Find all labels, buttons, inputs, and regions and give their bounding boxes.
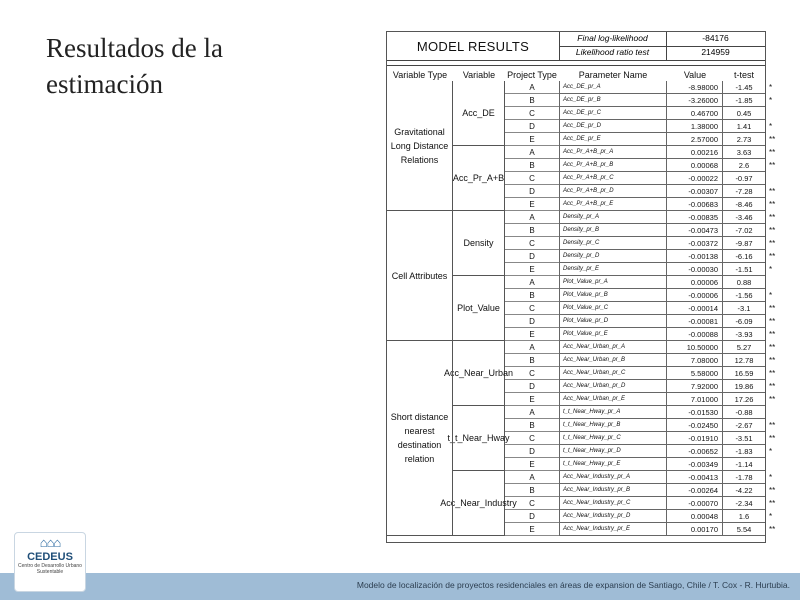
variable-cell: Acc_Near_Industry [453, 471, 505, 536]
t-test-cell: -7.28 [723, 185, 765, 198]
significance-mark: ** [769, 148, 776, 157]
parameter-name-cell: t_t_Near_Hway_pr_B [559, 419, 667, 432]
parameter-name-cell: Density_pr_E [559, 263, 667, 276]
t-test-cell: -1.51 [723, 263, 765, 276]
value-cell: -0.00683 [667, 198, 723, 211]
t-test-cell: -4.22 [723, 484, 765, 497]
project-type-cell: D [505, 120, 559, 133]
project-type-cell: C [505, 432, 559, 445]
t-test-cell: -3.1 [723, 302, 765, 315]
value-cell: -0.00081 [667, 315, 723, 328]
project-type-cell: D [505, 185, 559, 198]
project-type-cell: E [505, 328, 559, 341]
significance-mark: ** [769, 304, 776, 313]
significance-mark: ** [769, 200, 776, 209]
t-test-cell: 0.45 [723, 107, 765, 120]
parameter-name-cell: t_t_Near_Hway_pr_E [559, 458, 667, 471]
project-type-cell: C [505, 107, 559, 120]
t-test-cell: -0.97 [723, 172, 765, 185]
value-cell: 5.58000 [667, 367, 723, 380]
value-cell: 10.50000 [667, 341, 723, 354]
significance-mark: ** [769, 434, 776, 443]
model-results-table [386, 31, 776, 543]
slide-title-line-2: estimación [46, 69, 163, 99]
col-variable: Variable [462, 70, 496, 80]
project-type-cell: A [505, 81, 559, 94]
col-variable-type: Variable Type [392, 70, 448, 80]
value-cell: -0.00413 [667, 471, 723, 484]
value-cell: -0.00835 [667, 211, 723, 224]
value-cell: -0.00307 [667, 185, 723, 198]
t-test-cell: 5.27 [723, 341, 765, 354]
stat-value: 214959 [701, 47, 730, 57]
project-type-cell: D [505, 510, 559, 523]
significance-mark: ** [769, 252, 776, 261]
project-type-cell: B [505, 289, 559, 302]
t-test-cell: -1.83 [723, 445, 765, 458]
stat-row-loglik [559, 32, 765, 47]
t-test-cell: 19.86 [723, 380, 765, 393]
t-test-cell: 2.73 [723, 133, 765, 146]
parameter-name-cell: Acc_Near_Urban_pr_E [559, 393, 667, 406]
slide-title-line-1: Resultados de la [46, 33, 223, 63]
footer-band [0, 573, 800, 600]
t-test-cell: 1.41 [723, 120, 765, 133]
project-type-cell: B [505, 94, 559, 107]
value-cell: 7.01000 [667, 393, 723, 406]
col-value: Value [683, 70, 707, 80]
project-type-cell: D [505, 380, 559, 393]
significance-mark: ** [769, 226, 776, 235]
parameter-name-cell: t_t_Near_Hway_pr_D [559, 445, 667, 458]
logo-subtitle: Centro de Desarrollo Urbano Sustentable [18, 563, 82, 575]
parameter-name-cell: Density_pr_A [559, 211, 667, 224]
value-cell: 0.00216 [667, 146, 723, 159]
significance-mark: * [769, 96, 773, 105]
parameter-name-cell: t_t_Near_Hway_pr_A [559, 406, 667, 419]
value-cell: -0.00473 [667, 224, 723, 237]
t-test-cell: -3.51 [723, 432, 765, 445]
parameter-name-cell: Plot_Value_pr_A [559, 276, 667, 289]
significance-mark: ** [769, 239, 776, 248]
value-cell: 0.46700 [667, 107, 723, 120]
value-cell: -0.00088 [667, 328, 723, 341]
t-test-cell: 17.26 [723, 393, 765, 406]
significance-mark: * [769, 265, 773, 274]
parameter-name-cell: Plot_Value_pr_D [559, 315, 667, 328]
significance-mark: ** [769, 161, 776, 170]
significance-mark [769, 107, 789, 120]
parameter-name-cell: Acc_Near_Urban_pr_A [559, 341, 667, 354]
t-test-cell: -6.09 [723, 315, 765, 328]
significance-mark: * [769, 291, 773, 300]
col-parameter-name: Parameter Name [578, 70, 648, 80]
value-cell: 0.00068 [667, 159, 723, 172]
project-type-cell: A [505, 471, 559, 484]
project-type-cell: C [505, 237, 559, 250]
significance-mark: * [769, 473, 773, 482]
significance-mark: * [769, 447, 773, 456]
project-type-cell: B [505, 224, 559, 237]
variable-cell: Acc_Near_Urban [453, 341, 505, 406]
project-type-cell: D [505, 250, 559, 263]
variable-cell: Acc_DE [453, 81, 505, 146]
stat-value: -84176 [702, 33, 729, 43]
value-cell: -0.00006 [667, 289, 723, 302]
stat-label: Likelihood ratio test [559, 46, 667, 60]
t-test-cell: -2.67 [723, 419, 765, 432]
significance-mark: ** [769, 330, 776, 339]
parameter-name-cell: Acc_Pr_A+B_pr_B [559, 159, 667, 172]
value-cell: -0.00349 [667, 458, 723, 471]
t-test-cell: -2.34 [723, 497, 765, 510]
project-type-cell: C [505, 172, 559, 185]
parameter-name-cell: Acc_Near_Industry_pr_B [559, 484, 667, 497]
column-headers [387, 69, 765, 81]
value-cell: -0.00652 [667, 445, 723, 458]
significance-mark: ** [769, 395, 776, 404]
project-type-cell: E [505, 523, 559, 536]
col-t-test: t-test [733, 70, 754, 80]
parameter-name-cell: Acc_Pr_A+B_pr_C [559, 172, 667, 185]
variable-type-cell: Short distance nearest destination relation [387, 341, 453, 536]
significance-mark: ** [769, 382, 776, 391]
project-type-cell: D [505, 445, 559, 458]
variable-type-cell: Gravitational Long Distance Relations [387, 81, 453, 211]
parameter-name-cell: t_t_Near_Hway_pr_C [559, 432, 667, 445]
parameter-name-cell: Acc_Near_Urban_pr_D [559, 380, 667, 393]
value-cell: 0.00048 [667, 510, 723, 523]
parameter-name-cell: Acc_Pr_A+B_pr_A [559, 146, 667, 159]
value-cell: -3.26000 [667, 94, 723, 107]
variable-type-cell: Cell Attributes [387, 211, 453, 341]
t-test-cell: -1.85 [723, 94, 765, 107]
value-cell: -8.98000 [667, 81, 723, 94]
project-type-cell: A [505, 146, 559, 159]
significance-mark: ** [769, 499, 776, 508]
parameter-name-cell: Density_pr_C [559, 237, 667, 250]
significance-mark: * [769, 122, 773, 131]
significance-mark: ** [769, 525, 776, 534]
variable-cell: Acc_Pr_A+B [453, 146, 505, 211]
project-type-cell: E [505, 263, 559, 276]
parameter-name-cell: Acc_Near_Urban_pr_B [559, 354, 667, 367]
parameter-name-cell: Density_pr_B [559, 224, 667, 237]
parameter-name-cell: Acc_DE_pr_E [559, 133, 667, 146]
t-test-cell: -0.88 [723, 406, 765, 419]
t-test-cell: 1.6 [723, 510, 765, 523]
parameter-name-cell: Plot_Value_pr_C [559, 302, 667, 315]
parameter-name-cell: Acc_DE_pr_D [559, 120, 667, 133]
value-cell: 0.00006 [667, 276, 723, 289]
t-test-cell: -1.78 [723, 471, 765, 484]
value-cell: 7.08000 [667, 354, 723, 367]
significance-mark: ** [769, 486, 776, 495]
logo-name: CEDEUS [27, 551, 73, 563]
project-type-cell: A [505, 276, 559, 289]
significance-mark: ** [769, 356, 776, 365]
significance-mark: ** [769, 187, 776, 196]
parameter-name-cell: Acc_Pr_A+B_pr_D [559, 185, 667, 198]
t-test-cell: 16.59 [723, 367, 765, 380]
results-header [387, 32, 765, 60]
significance-mark [769, 172, 789, 185]
significance-mark: * [769, 512, 773, 521]
project-type-cell: C [505, 302, 559, 315]
value-cell: -0.01910 [667, 432, 723, 445]
value-cell: -0.02450 [667, 419, 723, 432]
project-type-cell: A [505, 341, 559, 354]
value-cell: -0.00022 [667, 172, 723, 185]
t-test-cell: -1.45 [723, 81, 765, 94]
parameter-name-cell: Plot_Value_pr_E [559, 328, 667, 341]
project-type-cell: E [505, 458, 559, 471]
project-type-cell: E [505, 133, 559, 146]
parameter-name-cell: Acc_Near_Industry_pr_C [559, 497, 667, 510]
t-test-cell: 3.63 [723, 146, 765, 159]
significance-mark: ** [769, 421, 776, 430]
t-test-cell: -1.14 [723, 458, 765, 471]
cedeus-logo [14, 532, 86, 592]
value-cell: -0.00070 [667, 497, 723, 510]
project-type-cell: A [505, 211, 559, 224]
significance-mark: ** [769, 343, 776, 352]
parameter-name-cell: Acc_DE_pr_B [559, 94, 667, 107]
t-test-cell: 0.88 [723, 276, 765, 289]
t-test-cell: -9.87 [723, 237, 765, 250]
value-cell: 7.92000 [667, 380, 723, 393]
value-cell: 0.00170 [667, 523, 723, 536]
value-cell: -0.00264 [667, 484, 723, 497]
results-title: MODEL RESULTS [387, 32, 560, 60]
value-cell: -0.00030 [667, 263, 723, 276]
value-cell: -0.00138 [667, 250, 723, 263]
value-cell: -0.00372 [667, 237, 723, 250]
t-test-cell: 2.6 [723, 159, 765, 172]
t-test-cell: -6.16 [723, 250, 765, 263]
project-type-cell: B [505, 159, 559, 172]
value-cell: 1.38000 [667, 120, 723, 133]
variable-cell: Plot_Value [453, 276, 505, 341]
parameter-name-cell: Acc_Near_Industry_pr_E [559, 523, 667, 536]
significance-mark [769, 458, 789, 471]
significance-mark: ** [769, 369, 776, 378]
significance-mark: ** [769, 213, 776, 222]
project-type-cell: E [505, 198, 559, 211]
project-type-cell: B [505, 354, 559, 367]
project-type-cell: C [505, 367, 559, 380]
project-type-cell: D [505, 315, 559, 328]
t-test-cell: -1.56 [723, 289, 765, 302]
significance-mark: * [769, 83, 773, 92]
houses-icon: ⌂⌂⌂ [39, 535, 61, 550]
project-type-cell: B [505, 484, 559, 497]
significance-mark: ** [769, 317, 776, 326]
slide-title [46, 30, 223, 102]
footer-text: Modelo de localización de proyectos residenciales en áreas de expansion de Santiago, Chile / T. Cox - R. Hurtubia. [356, 580, 790, 590]
project-type-cell: C [505, 497, 559, 510]
parameter-name-cell: Plot_Value_pr_B [559, 289, 667, 302]
t-test-cell: 5.54 [723, 523, 765, 536]
significance-mark [769, 276, 789, 289]
col-project-type: Project Type [507, 70, 557, 80]
stat-row-lrt [559, 46, 765, 60]
parameter-name-cell: Acc_Near_Industry_pr_D [559, 510, 667, 523]
header-separator [387, 60, 765, 66]
parameter-name-cell: Acc_DE_pr_A [559, 81, 667, 94]
value-cell: -0.00014 [667, 302, 723, 315]
project-type-cell: B [505, 419, 559, 432]
t-test-cell: -3.93 [723, 328, 765, 341]
parameter-name-cell: Acc_Near_Industry_pr_A [559, 471, 667, 484]
significance-mark [769, 406, 789, 419]
value-cell: 2.57000 [667, 133, 723, 146]
parameter-name-cell: Density_pr_D [559, 250, 667, 263]
parameter-name-cell: Acc_Near_Urban_pr_C [559, 367, 667, 380]
t-test-cell: 12.78 [723, 354, 765, 367]
variable-cell: Density [453, 211, 505, 276]
project-type-cell: A [505, 406, 559, 419]
parameter-name-cell: Acc_Pr_A+B_pr_E [559, 198, 667, 211]
t-test-cell: -3.46 [723, 211, 765, 224]
significance-mark: ** [769, 135, 776, 144]
t-test-cell: -8.46 [723, 198, 765, 211]
variable-cell: t_t_Near_Hway [453, 406, 505, 471]
project-type-cell: E [505, 393, 559, 406]
value-cell: -0.01530 [667, 406, 723, 419]
t-test-cell: -7.02 [723, 224, 765, 237]
stat-label: Final log-likelihood [559, 32, 667, 46]
parameter-name-cell: Acc_DE_pr_C [559, 107, 667, 120]
